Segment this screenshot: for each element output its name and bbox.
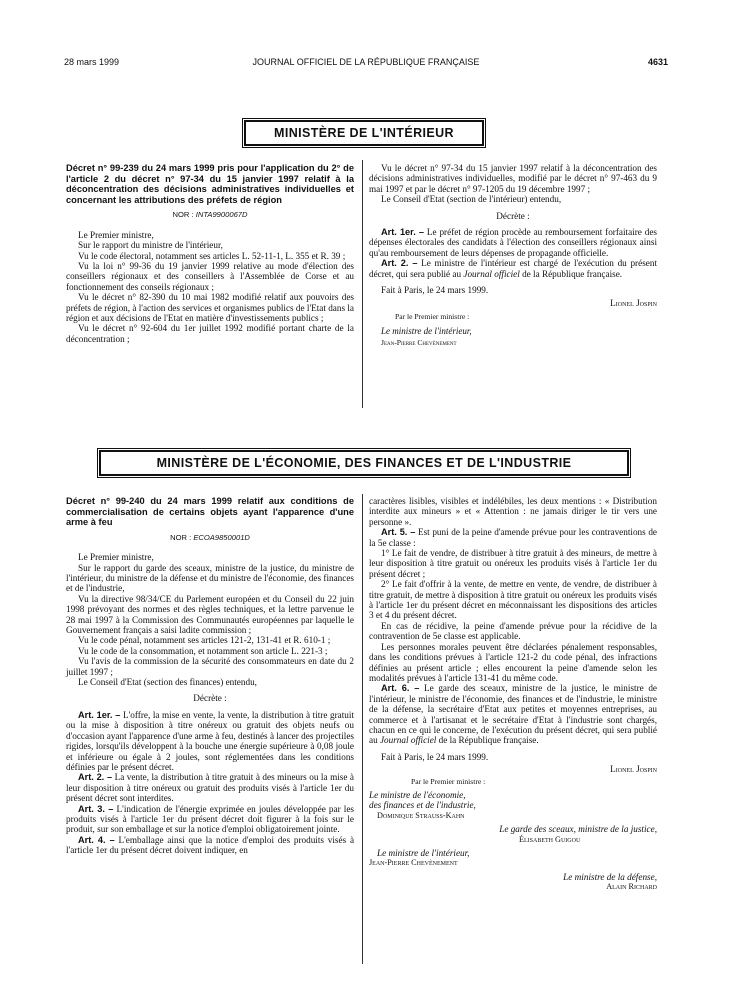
decree2-signer: Lionel Jospin xyxy=(610,764,657,775)
justice-minister-name: Élisabeth Guigou xyxy=(519,834,581,844)
decree1-article-2: Art. 2. – Le ministre de l'intérieur est chargé de l'exécution du présent décret, qui sera publié au Journal officiel de la République française. xyxy=(369,258,657,279)
column-divider xyxy=(362,160,363,408)
article-label: Art. 1er. – xyxy=(78,709,121,720)
decree1-decrete: Décrète : xyxy=(496,210,530,221)
interior-minister-name: Jean-Pierre Chevènement xyxy=(369,858,458,868)
eco-minister-name: Dominique Strauss-Kahn xyxy=(377,810,465,820)
decree1-right-column xyxy=(369,163,657,348)
article-label: Art. 5. – xyxy=(381,527,416,538)
decree2-article-5: Art. 5. – Est puni de la peine d'amende prévue pour les contraventions de la 5e classe : xyxy=(369,527,658,548)
decree2-fait: Fait à Paris, le 24 mars 1999. xyxy=(381,751,489,762)
decree1-title: Décret n° 99-239 du 24 mars 1999 pris pour l'application du 2° de l'article 2 du décret n° 97-34 du 15 janvier 1997 relatif à la déconcentration des décisions administratives individuelles et concernant les attributions des préfets de région xyxy=(66,163,354,205)
decree2-nor xyxy=(66,533,354,543)
page-number: 4631 xyxy=(647,57,668,67)
justice-minister-title: Le garde des sceaux, ministre de la justice, xyxy=(499,824,657,835)
article-label: Art. 4. – xyxy=(78,834,115,845)
article-label: Art. 2. – xyxy=(381,258,418,269)
decree2-article-6: Art. 6. – Le garde des sceaux, ministre de la justice, le ministre de l'intérieur, le ministre de l'économie, des finances et de l'industrie, le ministre de la défense, la secrétaire d'Etat aux petites et moyennes entreprises, au commerce et à l'artisanat et le secrétaire d'Etat à l'industrie sont chargés, chacun en ce qui le concerne, de l'exécution du présent décret, qui sera publié au Journal officiel de la République française. xyxy=(369,683,657,746)
decree2-right-column xyxy=(369,496,657,893)
decree1-para: Le Conseil d'Etat (section de l'intérieur) entendu, xyxy=(381,194,562,205)
decree1-para: Vu le décret n° 92-604 du 1er juillet 1992 modifié portant charte de la déconcentration ; xyxy=(66,323,354,344)
decree2-para: Vu le code de la consommation, et notamment son article L. 221-3 ; xyxy=(78,645,328,656)
decree2-para: 1° Le fait de vendre, de distribuer à titre gratuit à des mineurs, de mettre à leur disposition à titre gratuit ou onéreux les produits visés à l'article 1er du présent décret ; xyxy=(369,548,657,579)
page-header xyxy=(64,57,668,71)
decree2-para: Sur le rapport du garde des sceaux, ministre de la justice, du ministre de l'intérieur, du ministre de la défense et du ministre de l'économie, des finances et de l'industrie, xyxy=(66,562,354,594)
decree1-nor xyxy=(66,210,354,220)
decree1-para: Vu le décret n° 97-34 du 15 janvier 1997 relatif à la déconcentration des décisions administratives individuelles, modifié par le décret n° 97-463 du 9 mai 1997 et par le décret n° 97-1205 du 19 décembre 1997 ; xyxy=(369,163,657,194)
decree2-title: Décret n° 99-240 du 24 mars 1999 relatif aux conditions de commercialisation de certains objets ayant l'apparence d'une arme à feu xyxy=(66,496,354,528)
nor-code: ECOA9850001D xyxy=(193,532,250,542)
decree1-article-1: Art. 1er. – Le préfet de région procède au remboursement forfaitaire des dépenses électorales des candidats à l'élection des conseillers régionaux ainsi qu'au remboursement de leurs dépenses de propagande officielle. xyxy=(369,227,657,258)
defense-minister-title: Le ministre de la défense, xyxy=(563,871,657,882)
decree1-minister-name: Jean-Pierre Chevènement xyxy=(381,337,457,347)
decree2-article-4: Art. 4. – L'emballage ainsi que la notice d'emploi des produits visés à l'article 1er du présent décret doivent indiquer, en xyxy=(66,834,355,856)
article-label: Art. 6. – xyxy=(381,683,420,694)
eco-minister-title: Le ministre de l'économie, xyxy=(369,789,466,800)
eco-minister-title-2: des finances et de l'industrie, xyxy=(369,800,476,811)
decree1-left-column xyxy=(66,163,354,344)
decree2-article-3: Art. 3. – L'indication de l'énergie exprimée en joules développée par les produits visés à l'article 1er du présent décret doit figurer à la fois sur le produit, sur son emballage et sur la notice d'emploi obligatoirement jointe. xyxy=(66,803,355,835)
decree2-par: Par le Premier ministre : xyxy=(411,776,486,786)
decree2-article-1: Art. 1er. – L'offre, la mise en vente, la vente, la distribution à titre gratuit ou la mise à disposition à titre onéreux ou gratuit des objets neufs ou d'occasion ayant l'apparence d'une arme à feu, destinés à lancer des projectiles rigides, lorsqu'ils développent à la bouche une énergie supérieure à 0,08 joule et inférieure ou égale à 2 joules, sont réglementées dans les conditions définies par le présent décret. xyxy=(66,709,354,772)
decree2-decrete: Décrète : xyxy=(193,693,227,704)
decree2-para: Vu l'avis de la commission de la sécurité des consommateurs en date du 2 juillet 1997 ; xyxy=(66,656,354,677)
decree1-para: Le Premier ministre, xyxy=(78,229,154,240)
nor-label: NOR : xyxy=(170,532,192,542)
decree2-para: 2° Le fait d'offrir à la vente, de mettre en vente, de vendre, de distribuer à titre gratuit, de mettre à disposition à titre gratuit ou onéreux les produits visés à l'article 1er du présent décret en méconnaissant les dispositions des articles 3 et 4 du présent décret. xyxy=(369,579,657,621)
decree2-para: caractères lisibles, visibles et indélébiles, les deux mentions : « Distribution interdite aux mineurs » et « Attention : ne jamais diriger le tir vers une personne ». xyxy=(369,496,657,527)
journal-title: JOURNAL OFFICIEL DE LA RÉPUBLIQUE FRANÇAISE xyxy=(252,57,480,67)
decree2-para: Vu la directive 98/34/CE du Parlement européen et du Conseil du 22 juin 1998 prévoyant des normes et des règles techniques, et la lettre parvenue le 28 mai 1997 à la Commission des Communautés européennes par laquelle le Gouvernement français a saisi ladite commission ; xyxy=(66,593,354,636)
decree1-minister-title: Le ministre de l'intérieur, xyxy=(381,326,472,337)
decree2-para: Les personnes morales peuvent être déclarées pénalement responsables, dans les conditions prévues à l'article 121-2 du code pénal, des infractions définies au présent article ; elles encourent la peine d'amende selon les modalités prévues à l'article 131-41 du même code. xyxy=(369,641,657,683)
decree1-para: Vu le décret n° 82-390 du 10 mai 1982 modifié relatif aux pouvoirs des préfets de région, à l'action des services et organismes publics de l'Etat dans la région et aux décisions de l'Etat en matière d'investissements publics ; xyxy=(66,292,354,324)
decree1-signer: Lionel Jospin xyxy=(610,298,657,309)
nor-code: INTA9900067D xyxy=(195,210,248,220)
decree1-para: Vu la loi n° 99-36 du 19 janvier 1999 relative au mode d'élection des conseillers régionaux et des conseillers à l'Assemblée de Corse et au fonctionnement des conseils régionaux ; xyxy=(66,261,354,292)
article-label: Art. 2. – xyxy=(78,772,113,783)
decree1-para: Sur le rapport du ministre de l'intérieur, xyxy=(78,240,223,251)
ministry-heading-label: MINISTÈRE DE L'ÉCONOMIE, DES FINANCES ET DE L'INDUSTRIE xyxy=(99,450,629,476)
issue-date: 28 mars 1999 xyxy=(64,57,120,67)
nor-label: NOR : xyxy=(172,210,194,220)
column-divider xyxy=(362,494,363,964)
ministry-heading-label: MINISTÈRE DE L'INTÉRIEUR xyxy=(244,120,484,146)
decree2-left-column xyxy=(66,496,354,856)
decree2-article-2: Art. 2. – La vente, la distribution à titre gratuit à des mineurs ou la mise à leur disposition à titre onéreux ou gratuit des produits visés à l'article 1er du présent décret sont interdites. xyxy=(66,772,354,804)
ministry-heading-economie xyxy=(97,448,631,478)
decree1-fait: Fait à Paris, le 24 mars 1999. xyxy=(381,285,489,296)
article-label: Art. 3. – xyxy=(78,803,114,814)
ministry-heading-interieur xyxy=(242,118,486,148)
defense-minister-name: Alain Richard xyxy=(606,882,657,892)
article-label: Art. 1er. – xyxy=(381,227,425,238)
decree1-par: Par le Premier ministre : xyxy=(395,311,470,321)
decree2-para: Vu le code pénal, notamment ses articles 121-2, 131-41 et R. 610-1 ; xyxy=(78,635,331,646)
decree2-para: Le Conseil d'Etat (section des finances) entendu, xyxy=(78,677,257,688)
decree2-para: En cas de récidive, la peine d'amende prévue pour la récidive de la contravention de 5e classe est applicable. xyxy=(369,620,657,642)
interior-minister-title: Le ministre de l'intérieur, xyxy=(377,848,470,858)
decree1-para: Vu le code électoral, notamment ses articles L. 52-11-1, L. 355 et R. 39 ; xyxy=(78,250,346,261)
decree2-para: Le Premier ministre, xyxy=(78,552,154,563)
